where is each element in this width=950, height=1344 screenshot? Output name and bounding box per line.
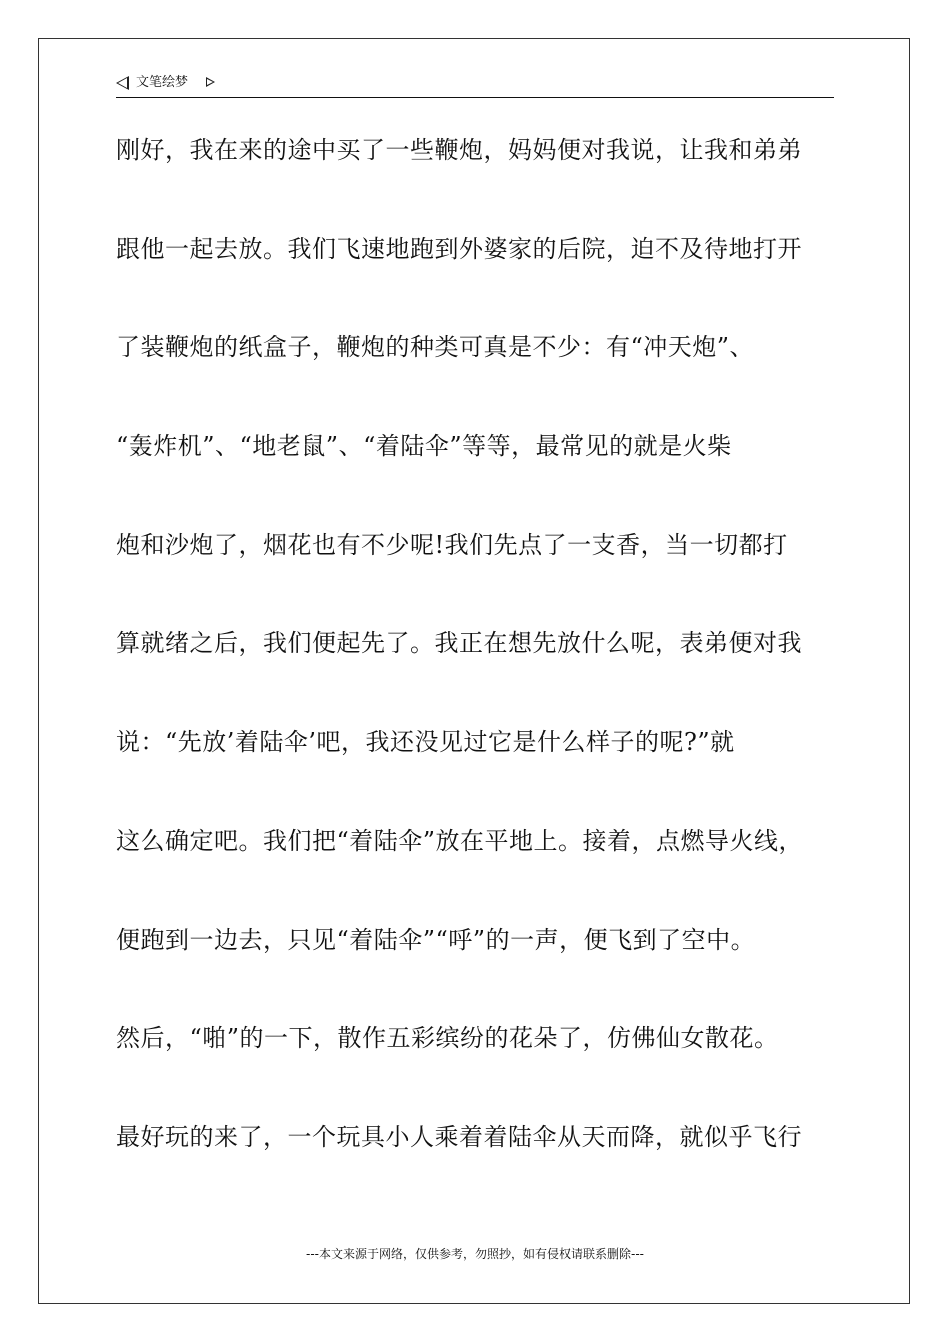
text-line: 算就绪之后，我们便起先了。我正在想先放什么呢，表弟便对我 <box>116 629 802 658</box>
text-line: 最好玩的来了，一个玩具小人乘着着陆伞从天而降，就似乎飞行 <box>116 1122 802 1151</box>
text-line: 这么确定吧。我们把“着陆伞”放在平地上。接着，点燃导火线， <box>116 826 804 855</box>
text-line: 了装鞭炮的纸盒子，鞭炮的种类可真是不少：有“冲天炮”、 <box>116 333 755 362</box>
text-line: 然后，“啪”的一下，散作五彩缤纷的花朵了，仿佛仙女散花。 <box>116 1024 779 1053</box>
text-line: “轰炸机”、“地老鼠”、“着陆伞”等等，最常见的就是火柴 <box>116 432 732 461</box>
text-line: 炮和沙炮了，烟花也有不少呢!我们先点了一支香，当一切都打 <box>116 530 788 559</box>
text-line: 说：“先放’着陆伞’吧，我还没见过它是什么样子的呢?”就 <box>116 728 735 757</box>
text-line: 跟他一起去放。我们飞速地跑到外婆家的后院，迫不及待地打开 <box>116 234 802 263</box>
page-header <box>116 72 834 98</box>
text-line: 便跑到一边去，只见“着陆伞”“呼”的一声，便飞到了空中。 <box>116 925 756 954</box>
header-title: 文笔绘梦 <box>136 75 189 90</box>
footer-disclaimer: ---本文来源于网络，仅供参考，勿照抄，如有侵权请联系删除--- <box>306 1247 644 1261</box>
text-line: 刚好，我在来的途中买了一些鞭炮，妈妈便对我说，让我和弟弟 <box>116 136 802 164</box>
triangle-right-icon <box>206 77 215 87</box>
triangle-left-icon <box>116 76 129 90</box>
body-text <box>116 128 850 1214</box>
